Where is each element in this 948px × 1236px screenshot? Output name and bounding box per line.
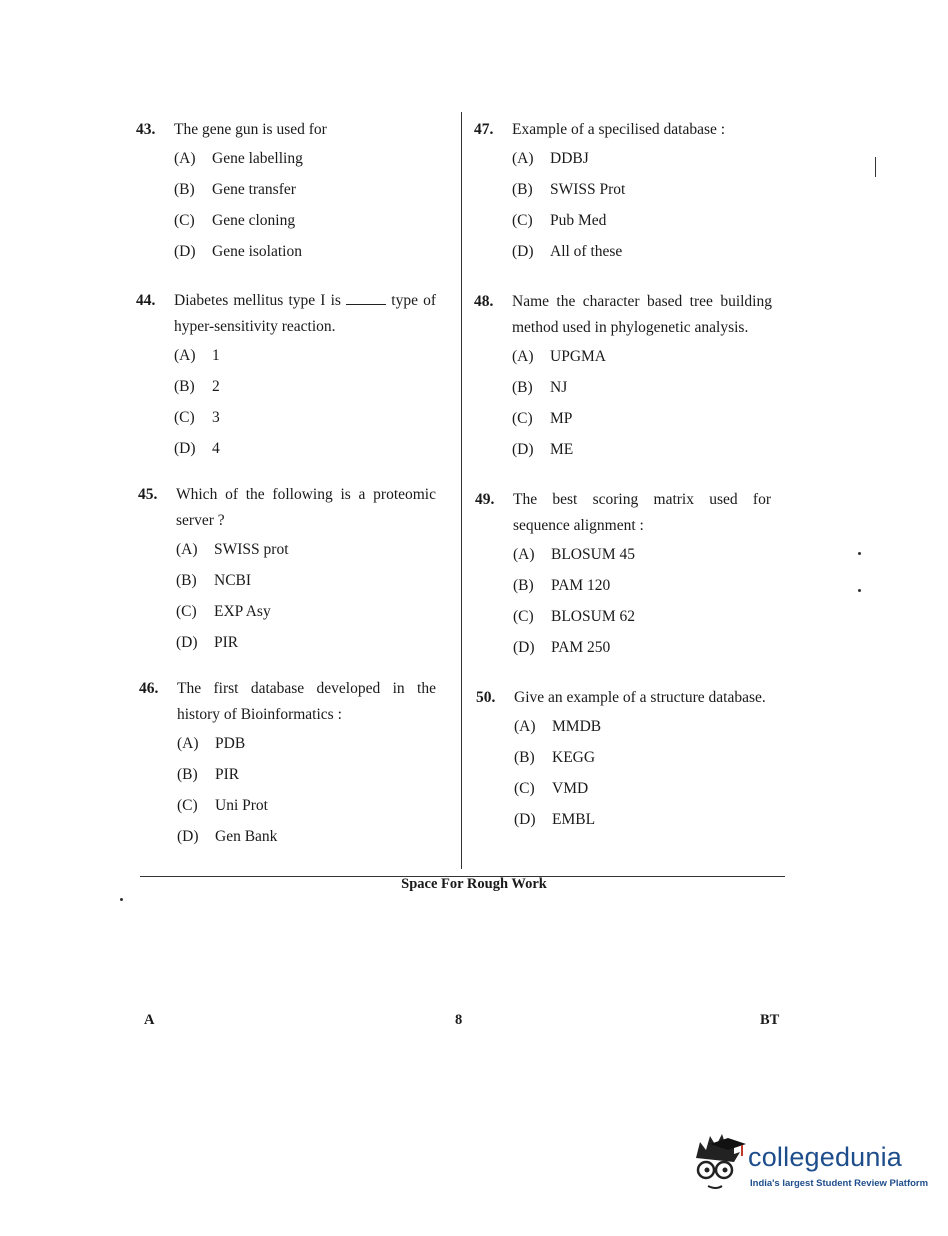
option-c (177, 790, 436, 821)
option-d (514, 804, 772, 835)
question-number: 44. (136, 292, 156, 309)
option-label: (B) (176, 572, 197, 589)
option-text: SWISS prot (214, 541, 289, 558)
option-label: (D) (174, 243, 196, 260)
option-b (174, 174, 436, 205)
option-a (177, 728, 436, 759)
option-text: 1 (212, 347, 220, 364)
question-number: 49. (475, 491, 495, 508)
question-stem: Which of the following is a proteomic server ? (176, 486, 436, 529)
option-label: (C) (176, 603, 197, 620)
speck (120, 898, 123, 901)
question-stem: The best scoring matrix used for sequence alignment : (513, 491, 771, 534)
option-text: ME (550, 441, 574, 458)
option-label: (B) (512, 379, 533, 396)
option-text: VMD (552, 780, 589, 797)
option-d (512, 236, 774, 267)
option-text: 2 (212, 378, 220, 395)
option-c (512, 403, 772, 434)
question-stem (174, 288, 436, 340)
option-label: (C) (513, 608, 534, 625)
option-label: (A) (174, 347, 196, 364)
option-label: (A) (177, 735, 199, 752)
question-stem: Name the character based tree building method used in phylogenetic analysis. (512, 293, 772, 336)
option-text: EXP Asy (214, 603, 271, 620)
option-label: (C) (512, 212, 533, 229)
option-d (177, 821, 436, 852)
question-stem: Example of a specilised database : (512, 121, 726, 138)
option-b (513, 570, 771, 601)
option-label: (D) (177, 828, 199, 845)
question-49 (475, 487, 771, 663)
option-d (174, 236, 436, 267)
option-text: Gene labelling (212, 150, 303, 167)
question-45 (138, 482, 436, 658)
question-stem: The first database developed in the history of Bioinformatics : (177, 680, 436, 723)
footer-subject-code: BT (760, 1012, 780, 1028)
option-label: (A) (512, 150, 534, 167)
option-text: PAM 120 (551, 577, 611, 594)
option-a (512, 341, 772, 372)
option-d (513, 632, 771, 663)
option-text: KEGG (552, 749, 596, 766)
option-c (174, 205, 436, 236)
footer-series: A (144, 1012, 155, 1028)
option-text: PIR (215, 766, 240, 783)
option-text: Gene transfer (212, 181, 296, 198)
option-text: 4 (212, 440, 220, 457)
question-stem: The gene gun is used for (174, 121, 327, 138)
option-text: EMBL (552, 811, 596, 828)
question-number: 47. (474, 121, 494, 138)
option-a (512, 143, 774, 174)
option-c (514, 773, 772, 804)
question-number: 50. (476, 689, 496, 706)
option-label: (B) (512, 181, 533, 198)
speck (858, 589, 861, 592)
rough-work-heading: Space For Rough Work (401, 876, 547, 892)
question-stem: Give an example of a structure database. (514, 689, 766, 706)
option-a (514, 711, 772, 742)
option-text: MP (550, 410, 573, 427)
option-text: Pub Med (550, 212, 607, 229)
option-text: 3 (212, 409, 220, 426)
option-label: (D) (513, 639, 535, 656)
option-text: DDBJ (550, 150, 589, 167)
option-text: SWISS Prot (550, 181, 626, 198)
option-label: (C) (512, 410, 533, 427)
option-label: (D) (512, 441, 534, 458)
option-label: (A) (176, 541, 198, 558)
stem-part-1: Diabetes mellitus type I is (174, 292, 341, 309)
option-text: Uni Prot (215, 797, 268, 814)
option-label: (C) (177, 797, 198, 814)
option-label: (A) (512, 348, 534, 365)
option-label: (B) (514, 749, 535, 766)
brand-tagline: India's largest Student Review Platform (750, 1178, 929, 1189)
option-text: MMDB (552, 718, 602, 735)
option-b (174, 371, 436, 402)
stem-part-2: type of hyper-sensitivity reaction. (174, 292, 437, 335)
option-c (512, 205, 774, 236)
option-a (513, 539, 771, 570)
option-text: Gene cloning (212, 212, 296, 229)
option-text: NJ (550, 379, 568, 396)
option-label: (A) (174, 150, 196, 167)
option-a (176, 534, 436, 565)
option-b (512, 372, 772, 403)
option-label: (B) (513, 577, 534, 594)
question-number: 43. (136, 121, 156, 138)
option-text: BLOSUM 62 (551, 608, 635, 625)
option-text: Gen Bank (215, 828, 278, 845)
question-43 (136, 117, 436, 267)
option-d (174, 433, 436, 464)
option-text: BLOSUM 45 (551, 546, 635, 563)
option-c (176, 596, 436, 627)
option-text: NCBI (214, 572, 252, 589)
option-label: (D) (512, 243, 534, 260)
option-d (512, 434, 772, 465)
option-label: (C) (174, 212, 195, 229)
page-number: 8 (455, 1012, 463, 1028)
option-label: (A) (513, 546, 535, 563)
question-47 (474, 117, 774, 267)
collegedunia-watermark (688, 1132, 928, 1202)
option-a (174, 143, 436, 174)
brand-name: collegedunia (748, 1142, 903, 1172)
option-label: (D) (514, 811, 536, 828)
option-c (174, 402, 436, 433)
option-b (514, 742, 772, 773)
question-number: 48. (474, 293, 494, 310)
option-b (177, 759, 436, 790)
fill-blank (346, 290, 386, 305)
mascot-icon (688, 1132, 748, 1198)
option-label: (B) (174, 378, 195, 395)
option-a (174, 340, 436, 371)
option-label: (A) (514, 718, 536, 735)
option-text: PIR (214, 634, 239, 651)
option-b (512, 174, 774, 205)
option-label: (B) (177, 766, 198, 783)
option-c (513, 601, 771, 632)
option-label: (D) (174, 440, 196, 457)
option-text: PAM 250 (551, 639, 611, 656)
option-text: Gene isolation (212, 243, 302, 260)
option-label: (B) (174, 181, 195, 198)
column-divider (461, 112, 462, 869)
question-44 (136, 288, 436, 464)
option-d (176, 627, 436, 658)
option-text: UPGMA (550, 348, 606, 365)
speck (858, 552, 861, 555)
margin-mark (875, 157, 876, 177)
option-label: (D) (176, 634, 198, 651)
question-number: 46. (139, 680, 159, 697)
option-label: (C) (174, 409, 195, 426)
option-text: PDB (215, 735, 246, 752)
option-text: All of these (550, 243, 623, 260)
option-b (176, 565, 436, 596)
question-48 (474, 289, 772, 465)
question-50 (476, 685, 772, 835)
option-label: (C) (514, 780, 535, 797)
question-46 (139, 676, 436, 852)
question-number: 45. (138, 486, 158, 503)
